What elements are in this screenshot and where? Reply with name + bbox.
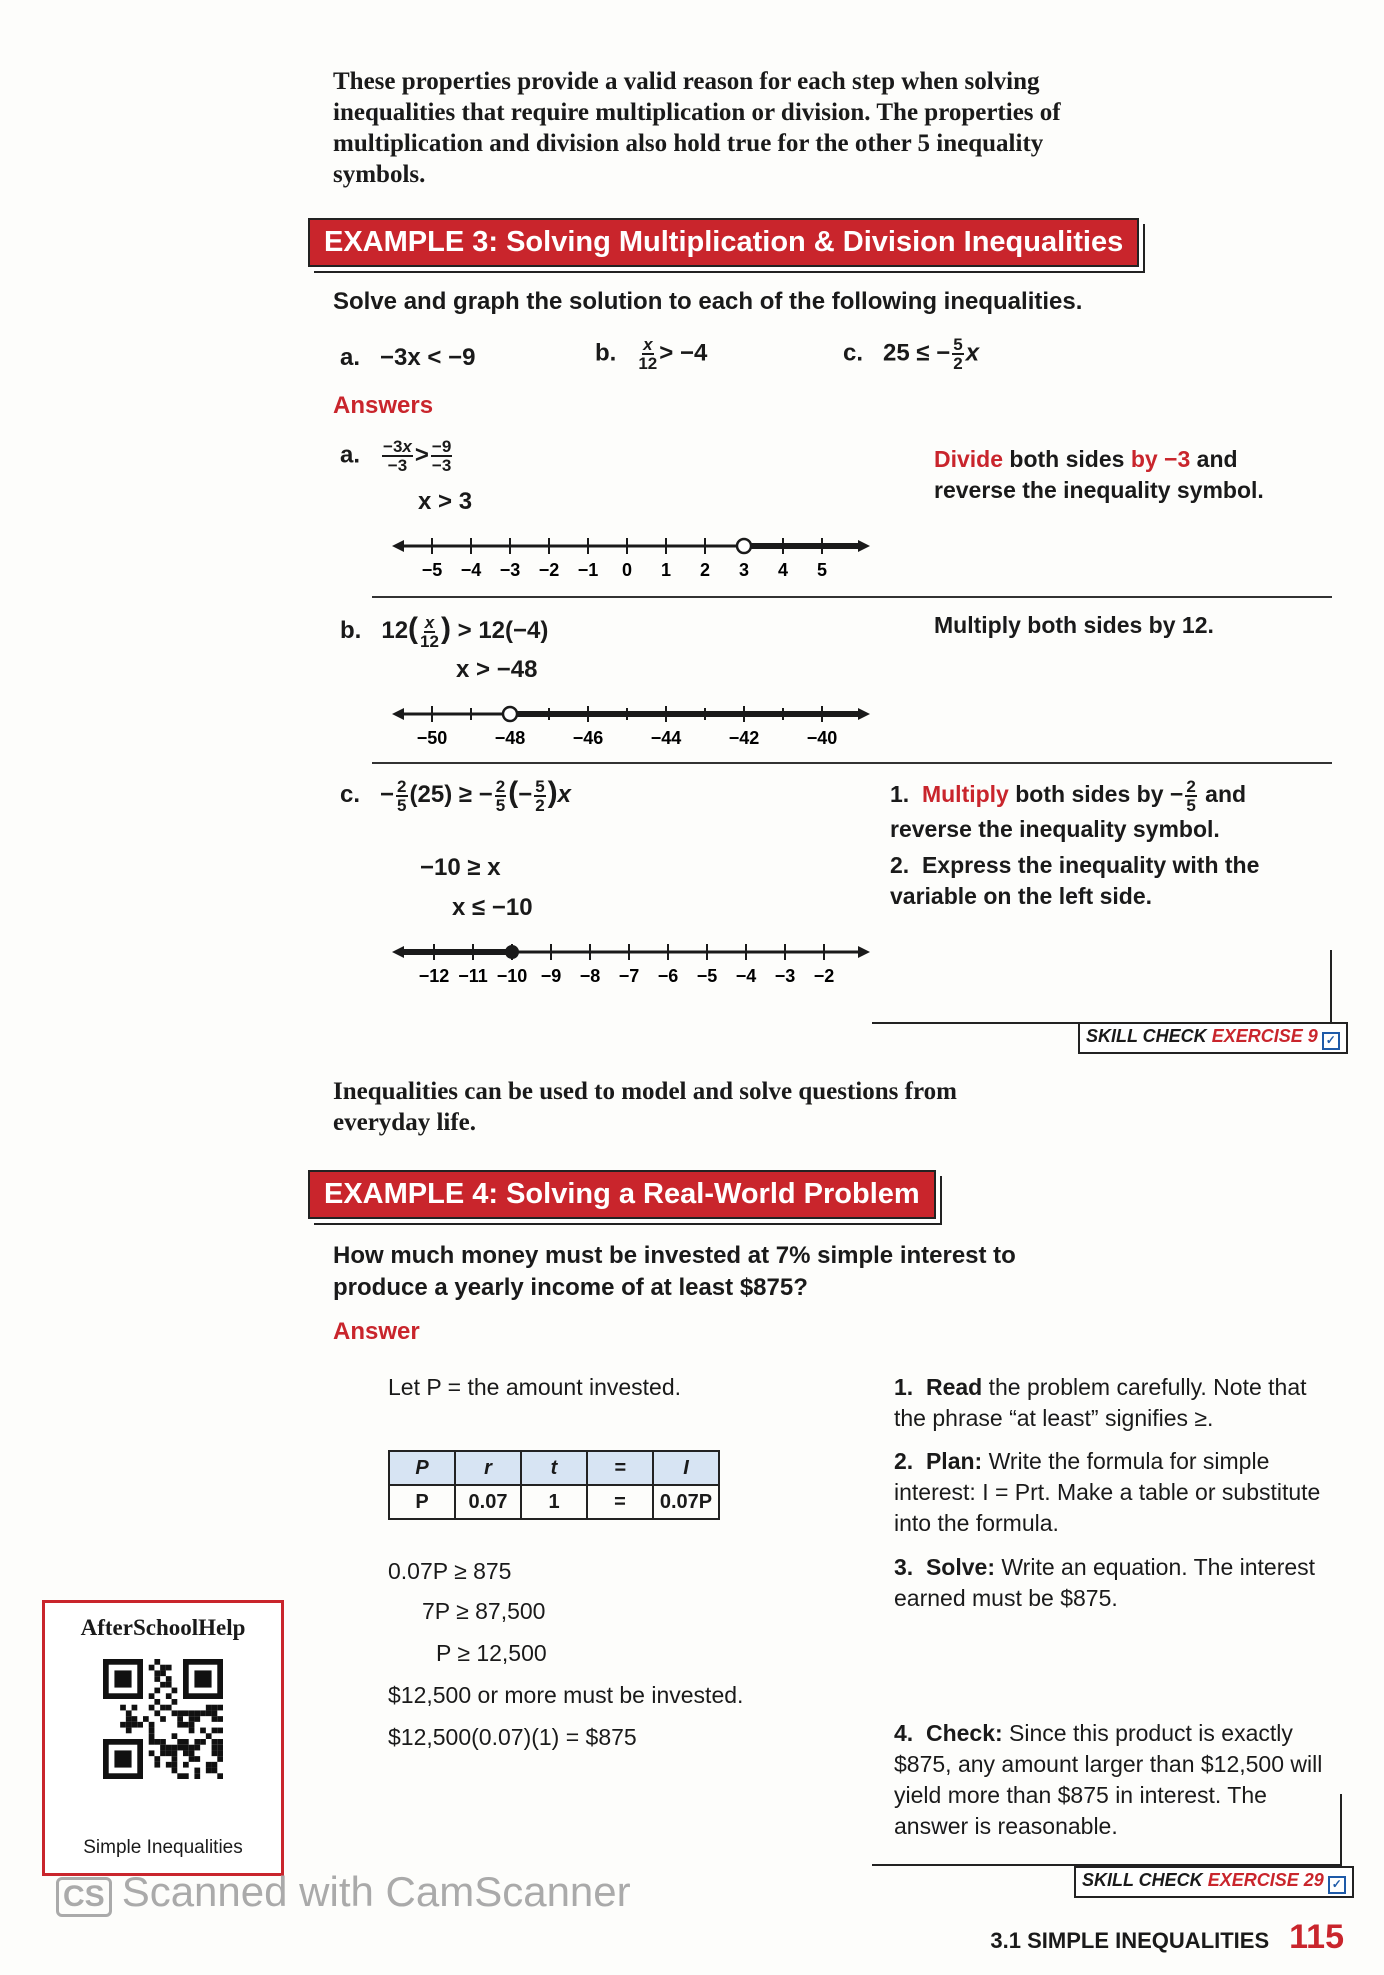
sidebar-caption: Simple Inequalities [83, 1837, 243, 1858]
camscanner-logo-icon: CS [56, 1877, 112, 1917]
tick-label: −40 [806, 728, 838, 748]
table-header-cell: = [587, 1451, 653, 1485]
table-cell: 0.07P [653, 1485, 719, 1519]
problem-c: c. 25 ≤ − $\frac{5}{2}$ x [843, 335, 980, 373]
afterschoolhelp-sidebar[interactable] [42, 1600, 284, 1876]
skill-check-exercise-29[interactable]: SKILL CHECK EXERCISE 29 ✓ [1074, 1866, 1354, 1898]
tick-label: 4 [777, 560, 789, 580]
example-3-header: EXAMPLE 3: Solving Multiplication & Division Inequalities [308, 218, 1139, 267]
step-1: 1. Read the problem carefully. Note that the phrase “at least” signifies ≥. [894, 1374, 1307, 1431]
tick-label: −9 [540, 966, 562, 986]
tick-label: −46 [572, 728, 604, 748]
divider [372, 596, 1332, 598]
answers-label: Answers [333, 392, 434, 419]
table-cell: 0.07 [455, 1485, 521, 1519]
table-header-cell: t [521, 1451, 587, 1485]
problem-b: b. $\frac{x}{12}$ > −4 [595, 335, 708, 373]
step-3: 3. Solve: Write an equation. The interest earned must be $875. [894, 1554, 1316, 1611]
skill-check-rule-vertical [1330, 950, 1332, 1024]
step-2: 2. Plan: Write the formula for simple interest: I = Prt. Make a table or substitute into the formula. [894, 1448, 1321, 1536]
work-line-5: $12,500(0.07)(1) = $875 [388, 1724, 637, 1750]
tick-label: −5 [421, 560, 443, 580]
number-line-b [392, 700, 870, 750]
tick-label: −44 [650, 728, 682, 748]
work-line-3: P ≥ 12,500 [436, 1640, 547, 1666]
skill-check-exercise-9[interactable]: SKILL CHECK EXERCISE 9 ✓ [1078, 1022, 1348, 1054]
tick-label: −5 [696, 966, 718, 986]
answer-a-note: Divide both sides by −3 and reverse the inequality symbol. [934, 446, 1264, 503]
let-statement: Let P = the amount invested. [388, 1374, 682, 1400]
example-4-prompt: How much money must be invested at 7% simple interest to produce a yearly income of at least $875? [333, 1242, 1016, 1301]
qr-code-icon[interactable] [103, 1659, 223, 1779]
table-header-cell: I [653, 1451, 719, 1485]
tick-label: −7 [618, 966, 640, 986]
checkbox-icon: ✓ [1322, 1032, 1340, 1050]
sidebar-title: AfterSchoolHelp [80, 1615, 246, 1640]
tick-label: −12 [418, 966, 450, 986]
table-cell: 1 [521, 1485, 587, 1519]
bridge-paragraph: Inequalities can be used to model and solve questions from everyday life. [333, 1078, 957, 1136]
number-line-a [392, 532, 870, 582]
answer-b-note: Multiply both sides by 12. [934, 612, 1214, 638]
step-4: 4. Check: Since this product is exactly $875, any amount larger than $12,500 will yield more than $875 in interest. The answer is reasonable. [894, 1720, 1323, 1839]
tick-label: −2 [538, 560, 560, 580]
tick-label: 0 [621, 560, 633, 580]
intro-paragraph: These properties provide a valid reason for each step when solving inequalities that require multiplication or division. The properties of multiplication and division also hold true for the other 5 inequality symbols. [333, 68, 1061, 188]
tick-label: −42 [728, 728, 760, 748]
answer-c-step1: c. − $\frac{2}{5}$ (25) ≥ − $\frac{2}{5}$ (− $\frac{5}{2}$ )x [340, 776, 572, 815]
tick-label: −10 [496, 966, 528, 986]
tick-label: −4 [460, 560, 482, 580]
open-circle-3 [737, 539, 751, 553]
tick-label: −48 [494, 728, 526, 748]
answer-c-step3: x ≤ −10 [452, 894, 533, 921]
example-4-header: EXAMPLE 4: Solving a Real-World Problem [308, 1170, 936, 1219]
table-cell: P [389, 1485, 455, 1519]
divider [372, 762, 1332, 764]
camscanner-watermark: CS Scanned with CamScanner [56, 1868, 631, 1917]
work-line-2: 7P ≥ 87,500 [422, 1598, 546, 1624]
number-line-c [392, 938, 870, 988]
answer-label: Answer [333, 1318, 420, 1345]
closed-circle-minus-10 [505, 945, 519, 959]
tick-label: −6 [657, 966, 679, 986]
tick-label: −11 [458, 966, 488, 986]
table-cell: = [587, 1485, 653, 1519]
answer-a-step1: a. $\frac{-3x}{-3}$ > $\frac{-9}{-3}$ [340, 437, 452, 475]
table-header-cell: r [455, 1451, 521, 1485]
tick-label: 5 [816, 560, 828, 580]
tick-label: −1 [577, 560, 599, 580]
tick-label: −2 [813, 966, 835, 986]
tick-label: −50 [416, 728, 448, 748]
work-line-1: 0.07P ≥ 875 [388, 1558, 512, 1584]
tick-label: −4 [735, 966, 757, 986]
tick-label: −3 [499, 560, 521, 580]
page-number: 115 [1289, 1918, 1344, 1956]
open-circle-minus-48 [503, 707, 517, 721]
example-3-prompt: Solve and graph the solution to each of the following inequalities. [333, 288, 1083, 315]
answer-c-note-2: 2. Express the inequality with the variable on the left side. [890, 852, 1260, 909]
tick-label: 3 [738, 560, 750, 580]
tick-label: −3 [774, 966, 796, 986]
tick-label: 1 [660, 560, 672, 580]
tick-label: −8 [579, 966, 601, 986]
answer-c-note-1: 1. Multiply both sides by − $\frac{2}{5}$ and reverse the inequality symbol. [890, 777, 1247, 842]
table-header-cell: P [389, 1451, 455, 1485]
answer-b-step2: x > −48 [456, 656, 538, 683]
tick-label: 2 [699, 560, 711, 580]
answer-c-step2: −10 ≥ x [420, 854, 501, 881]
checkbox-icon: ✓ [1328, 1876, 1346, 1894]
answer-a-step2: x > 3 [418, 488, 473, 515]
page-footer [990, 1918, 1344, 1957]
prt-table [388, 1450, 720, 1520]
answer-b-step1: b. 12( $\frac{x}{12}$ ) > 12(−4) [340, 612, 549, 651]
footer-section: 3.1 SIMPLE INEQUALITIES [990, 1928, 1270, 1953]
problem-a: a. −3x < −9 [340, 344, 476, 371]
work-line-4: $12,500 or more must be invested. [388, 1682, 744, 1708]
skill-check-rule-vertical [1340, 1794, 1342, 1866]
